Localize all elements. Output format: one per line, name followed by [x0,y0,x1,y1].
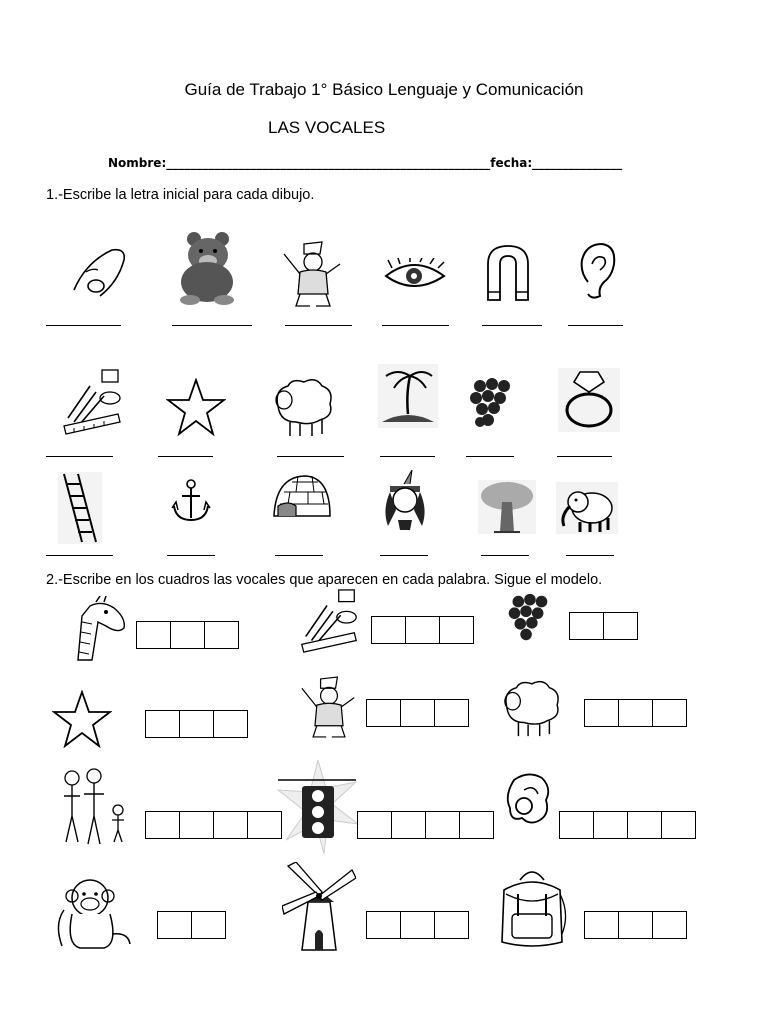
answer-blank[interactable] [481,555,529,556]
vowel-box[interactable] [618,699,653,727]
vowel-box[interactable] [593,811,628,839]
date-label: fecha: [490,156,533,170]
date-field[interactable]: _______________ [532,156,623,170]
answer-blank[interactable] [482,325,542,326]
anchor-icon [170,478,212,524]
vowel-box[interactable] [170,621,205,649]
vowel-box[interactable] [627,811,662,839]
vowel-box[interactable] [191,911,226,939]
exercise2-instruction: 2.-Escribe en los cuadros las vocales que aparecen en cada palabra. Sigue el modelo. [46,572,603,588]
answer-blank[interactable] [382,325,449,326]
name-date-line [108,156,622,170]
answer-blank[interactable] [46,325,121,326]
vowel-boxes-school-supplies [371,616,474,644]
answer-blank[interactable] [46,456,113,457]
vowel-box[interactable] [204,621,239,649]
giraffe-icon [66,596,128,662]
backpack-icon [494,864,570,950]
name-field[interactable]: ______________________________________________________ [166,156,491,170]
bear-icon [172,227,242,307]
vowel-box[interactable] [584,911,619,939]
vowel-box[interactable] [213,710,248,738]
answer-blank[interactable] [285,325,352,326]
answer-blank[interactable] [568,325,623,326]
vowel-box[interactable] [652,911,687,939]
vowel-boxes-giraffe [136,621,239,649]
vowel-boxes-traffic-light [357,811,494,839]
vowel-boxes-family [145,811,282,839]
sheep-icon [498,678,564,738]
vowel-boxes-monkey [157,911,226,939]
answer-blank[interactable] [275,555,323,556]
vowel-box[interactable] [603,612,638,640]
answer-blank[interactable] [466,456,514,457]
answer-blank[interactable] [46,555,113,556]
sheep-icon [270,376,336,438]
vowel-box[interactable] [371,616,406,644]
indian-icon [382,470,428,532]
worksheet-title: Guía de Trabajo 1° Básico Lenguaje y Comunicación [184,80,584,99]
ear-icon [578,242,618,302]
vowel-box[interactable] [459,811,494,839]
vowel-box[interactable] [405,616,440,644]
vowel-box[interactable] [439,616,474,644]
answer-blank[interactable] [158,456,213,457]
vowel-box[interactable] [584,699,619,727]
monkey-icon [54,874,134,950]
vowel-box[interactable] [652,699,687,727]
dwarf-icon [300,674,358,740]
star-icon [166,378,226,436]
vowel-box[interactable] [391,811,426,839]
dwarf-icon [282,240,344,308]
answer-blank[interactable] [167,555,215,556]
ear-icon [504,770,554,828]
elephant-icon [556,482,618,534]
family-icon [54,766,138,846]
windmill-icon [282,862,356,952]
vowel-box[interactable] [434,911,469,939]
vowel-box[interactable] [400,699,435,727]
name-label: Nombre: [108,156,167,170]
vowel-box[interactable] [661,811,696,839]
vowel-box[interactable] [145,710,180,738]
vowel-box[interactable] [136,621,171,649]
grapes-icon [506,590,550,646]
worksheet-subtitle: LAS VOCALES [268,118,386,137]
vowel-box[interactable] [366,699,401,727]
magnet-icon [482,242,534,302]
nail-icon [66,242,130,302]
vowel-boxes-dwarf [366,699,469,727]
vowel-box[interactable] [179,811,214,839]
vowel-box[interactable] [357,811,392,839]
school-supplies-icon [60,368,124,440]
vowel-box[interactable] [400,911,435,939]
school-supplies-icon [296,588,362,658]
vowel-box[interactable] [157,911,192,939]
vowel-boxes-grapes [569,612,638,640]
vowel-box[interactable] [434,699,469,727]
island-icon [378,364,438,428]
traffic-light-icon [276,760,360,856]
vowel-box[interactable] [213,811,248,839]
vowel-boxes-windmill [366,911,469,939]
vowel-boxes-backpack [584,911,687,939]
star-icon [52,690,112,748]
vowel-boxes-star [145,710,248,738]
answer-blank[interactable] [557,456,612,457]
vowel-box[interactable] [425,811,460,839]
vowel-box[interactable] [179,710,214,738]
vowel-box[interactable] [618,911,653,939]
exercise1-instruction: 1.-Escribe la letra inicial para cada dibujo. [46,187,315,203]
grapes-icon [468,374,512,432]
vowel-boxes-ear [559,811,696,839]
answer-blank[interactable] [380,555,428,556]
vowel-boxes-sheep [584,699,687,727]
answer-blank[interactable] [380,456,435,457]
vowel-box[interactable] [569,612,604,640]
answer-blank[interactable] [277,456,344,457]
eye-icon [384,258,446,294]
answer-blank[interactable] [566,555,614,556]
igloo-icon [268,470,334,520]
vowel-box[interactable] [145,811,180,839]
ring-icon [558,368,620,432]
answer-blank[interactable] [172,325,252,326]
vowel-box[interactable] [366,911,401,939]
tree-icon [478,480,536,534]
ladder-icon [58,472,102,544]
vowel-box[interactable] [559,811,594,839]
